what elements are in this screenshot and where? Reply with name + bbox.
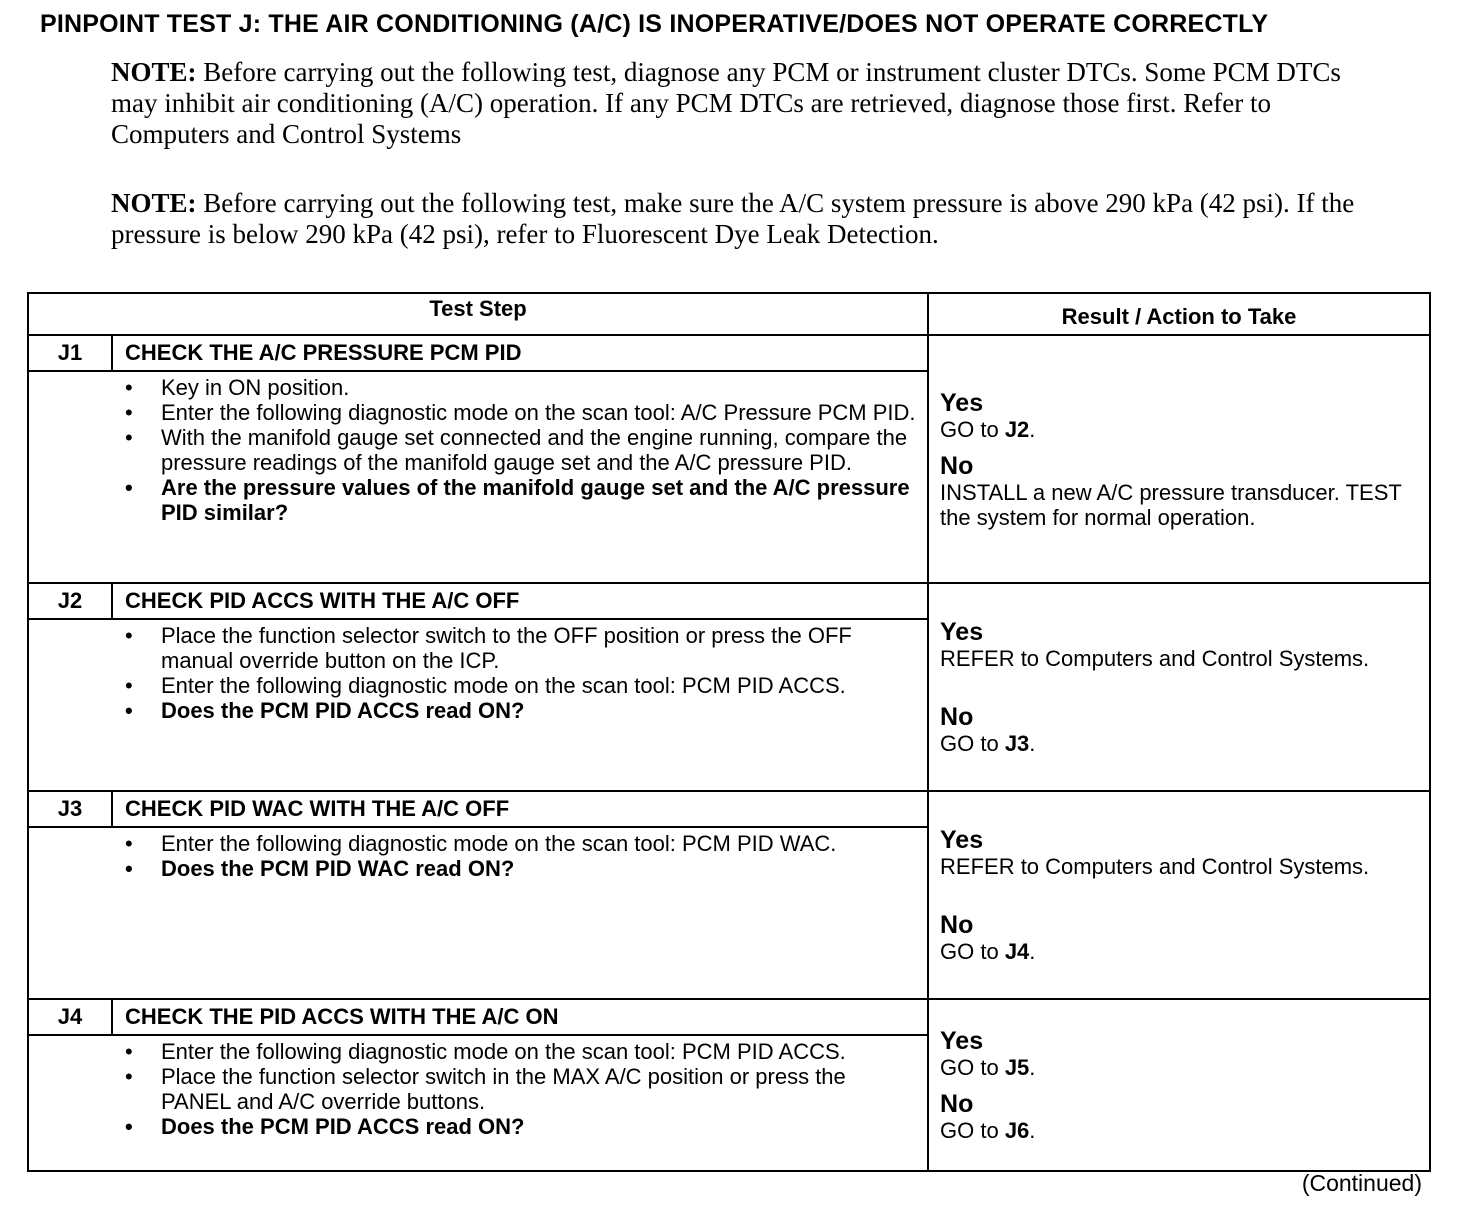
step-instructions — [28, 619, 928, 791]
step-result — [928, 791, 1430, 999]
list-item: • Enter the following diagnostic mode on the scan tool: A/C Pressure PCM PID. — [125, 400, 916, 426]
step-instructions — [28, 371, 928, 583]
step-title-row — [28, 791, 1430, 827]
yes-action: GO to J2. — [940, 416, 1036, 442]
step-title: CHECK THE PID ACCS WITH THE A/C ON — [112, 999, 928, 1035]
no-label: No — [940, 703, 974, 731]
step-id: J1 — [28, 335, 112, 371]
no-action: GO to J3. — [940, 731, 1036, 756]
list-item: • Enter the following diagnostic mode on the scan tool: PCM PID WAC. — [125, 831, 837, 857]
step-result — [928, 999, 1430, 1171]
yes-label: Yes — [940, 1027, 984, 1055]
page-title: PINPOINT TEST J: THE AIR CONDITIONING (A/C) IS INOPERATIVE/DOES NOT OPERATE CORRECTLY — [40, 10, 1269, 38]
step-question: • Does the PCM PID WAC read ON? — [125, 856, 515, 882]
list-item: • Enter the following diagnostic mode on the scan tool: PCM PID ACCS. — [125, 1039, 846, 1065]
step-title: CHECK PID WAC WITH THE A/C OFF — [112, 791, 928, 827]
step-question: • Are the pressure values of the manifold gauge set and the A/C pressure PID similar? — [125, 475, 910, 526]
note-1 — [111, 57, 1361, 150]
continued-label: (Continued) — [1301, 1170, 1422, 1196]
step-title: CHECK PID ACCS WITH THE A/C OFF — [112, 583, 928, 619]
header-result-action: Result / Action to Take — [928, 293, 1430, 335]
yes-action: REFER to Computers and Control Systems. — [940, 854, 1370, 879]
note-text: Before carrying out the following test, make sure the A/C system pressure is above 290 kPa (42 psi). If the pressure is below 290 kPa (42 psi), refer to Fluorescent Dye Leak Detection. — [111, 188, 1355, 249]
step-question: • Does the PCM PID ACCS read ON? — [125, 698, 525, 724]
no-label: No — [940, 1090, 974, 1118]
header-test-step: Test Step — [28, 293, 928, 335]
yes-label: Yes — [940, 826, 984, 854]
step-instructions — [28, 827, 928, 999]
yes-action: GO to J5. — [940, 1055, 1036, 1080]
table-header-row — [28, 293, 1430, 335]
no-action: GO to J6. — [940, 1118, 1036, 1143]
step-instructions — [28, 1035, 928, 1171]
yes-label: Yes — [940, 388, 984, 417]
note-label: NOTE: — [111, 188, 197, 218]
list-item: • Key in ON position. — [125, 375, 350, 401]
step-title-row — [28, 335, 1430, 371]
step-id: J2 — [28, 583, 112, 619]
yes-action: REFER to Computers and Control Systems. — [940, 646, 1370, 671]
step-result — [928, 583, 1430, 791]
note-text: Before carrying out the following test, diagnose any PCM or instrument cluster DTCs. Some PCM DTCs may inhibit air conditioning (A/C) operation. If any PCM DTCs are retrieved, diagnose those first. Refer to Computers and Control Systems — [111, 57, 1341, 149]
note-label: NOTE: — [111, 57, 197, 87]
step-id: J4 — [28, 999, 112, 1035]
list-item: • Enter the following diagnostic mode on the scan tool: PCM PID ACCS. — [125, 673, 846, 699]
list-item: • With the manifold gauge set connected and the engine running, compare the pressure readings of the manifold gauge set and the A/C pressure PID. — [125, 425, 908, 476]
list-item: • Place the function selector switch in the MAX A/C position or press the PANEL and A/C override buttons. — [125, 1064, 846, 1115]
no-action: GO to J4. — [940, 939, 1036, 964]
step-id: J3 — [28, 791, 112, 827]
step-title: CHECK THE A/C PRESSURE PCM PID — [112, 335, 928, 371]
note-2 — [111, 188, 1361, 250]
step-result — [928, 335, 1430, 583]
step-title-row — [28, 999, 1430, 1035]
no-label: No — [940, 911, 974, 939]
step-question: • Does the PCM PID ACCS read ON? — [125, 1114, 525, 1140]
yes-label: Yes — [940, 618, 984, 646]
pinpoint-test-table — [27, 292, 1431, 1172]
step-title-row — [28, 583, 1430, 619]
no-label: No — [940, 451, 974, 480]
no-action: INSTALL a new A/C pressure transducer. TEST the system for normal operation. — [940, 479, 1402, 530]
list-item: • Place the function selector switch to the OFF position or press the OFF manual override button on the ICP. — [125, 623, 852, 674]
